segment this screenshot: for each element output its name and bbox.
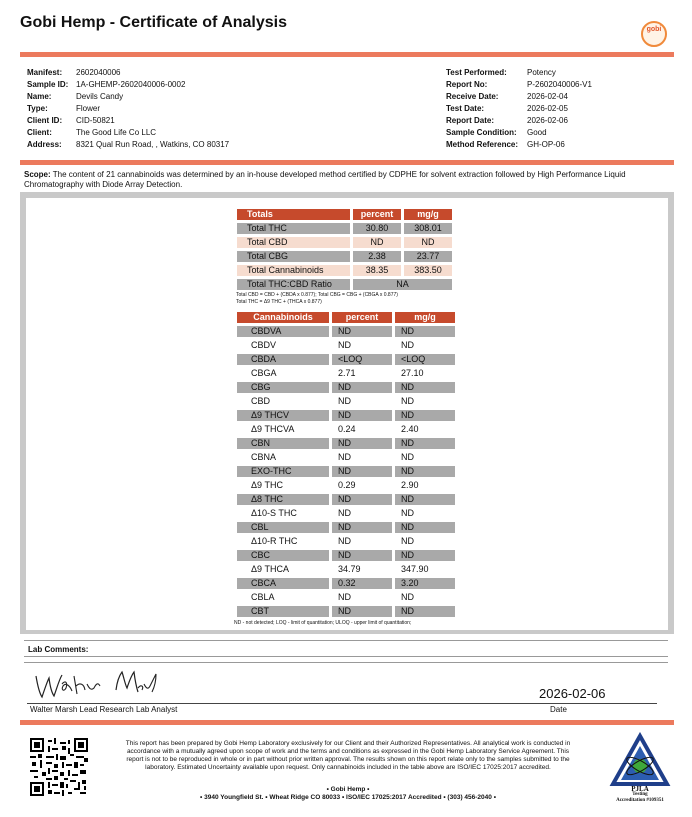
info-value: CID-50821 bbox=[76, 116, 115, 125]
info-value: Flower bbox=[76, 104, 101, 113]
column-header: Cannabinoids bbox=[237, 312, 329, 323]
info-row bbox=[446, 115, 592, 127]
cell-percent: ND bbox=[332, 382, 392, 393]
totals-formula-note: Total THC = Δ9 THC + (THCA x 0.877) bbox=[236, 299, 322, 305]
cell-name: EXO-THC bbox=[237, 466, 329, 477]
info-value: 2026-02-05 bbox=[527, 104, 568, 113]
info-row bbox=[446, 103, 592, 115]
cell-name: Δ10-S THC bbox=[237, 508, 329, 519]
cell-name: CBNA bbox=[237, 452, 329, 463]
cell-mg: ND bbox=[395, 536, 455, 547]
cell-percent: ND bbox=[332, 340, 392, 351]
info-value: Devils Candy bbox=[76, 92, 124, 101]
info-label: Report No: bbox=[446, 80, 488, 89]
table-footnote: ND - not detected; LOQ - limit of quantitation; ULOQ - upper limit of quantitation; bbox=[234, 620, 412, 626]
cell-mg: 383.50 bbox=[404, 265, 452, 276]
cell-name: CBG bbox=[237, 382, 329, 393]
lab-comments: Lab Comments: bbox=[24, 640, 668, 657]
accent-divider-middle bbox=[20, 160, 674, 165]
info-value: GH-OP-06 bbox=[527, 140, 565, 149]
cell-name: CBN bbox=[237, 438, 329, 449]
table-row bbox=[237, 368, 455, 379]
cell-mg: 308.01 bbox=[404, 223, 452, 234]
column-header: percent bbox=[353, 209, 401, 220]
sample-info bbox=[27, 67, 229, 151]
cell-percent: ND bbox=[332, 326, 392, 337]
cell-mg: ND bbox=[395, 438, 455, 449]
scope-label: Scope: bbox=[24, 170, 51, 179]
cell-name: Total CBG bbox=[237, 251, 350, 262]
cell-name: Δ9 THCV bbox=[237, 410, 329, 421]
info-value: 8321 Qual Run Road, , Watkins, CO 80317 bbox=[76, 140, 230, 149]
cell-name: CBL bbox=[237, 522, 329, 533]
cell-percent: 2.71 bbox=[332, 368, 392, 379]
cell-percent: ND bbox=[332, 466, 392, 477]
cell-percent: ND bbox=[332, 438, 392, 449]
table-row bbox=[237, 396, 455, 407]
info-row bbox=[446, 91, 592, 103]
table-row bbox=[237, 522, 455, 533]
cell-name: Δ9 THCA bbox=[237, 564, 329, 575]
pjla-name: PJLA bbox=[631, 785, 649, 793]
info-row bbox=[27, 127, 229, 139]
info-label: Test Performed: bbox=[446, 68, 507, 77]
cell-name: Δ9 THC bbox=[237, 480, 329, 491]
scope-statement bbox=[24, 170, 664, 190]
cell-percent: ND bbox=[332, 508, 392, 519]
cell-name: CBLA bbox=[237, 592, 329, 603]
cell-mg: ND bbox=[395, 494, 455, 505]
cell-percent: 2.38 bbox=[353, 251, 401, 262]
ratio-value: NA bbox=[353, 279, 452, 290]
column-header: percent bbox=[332, 312, 392, 323]
table-row bbox=[237, 592, 455, 603]
info-label: Report Date: bbox=[446, 116, 495, 125]
info-row bbox=[446, 67, 592, 79]
totals-formula-note: Total CBD = CBD + (CBDA x 0.877); Total CBG = CBG + (CBGA x 0.877) bbox=[236, 292, 398, 298]
cell-name: Total Cannabinoids bbox=[237, 265, 350, 276]
cell-name: CBDA bbox=[237, 354, 329, 365]
table-row bbox=[237, 508, 455, 519]
cell-mg: ND bbox=[395, 326, 455, 337]
info-label: Client ID: bbox=[27, 116, 63, 125]
table-header-row bbox=[237, 209, 452, 220]
cell-percent: ND bbox=[332, 494, 392, 505]
cell-mg: ND bbox=[395, 508, 455, 519]
info-value: P-2602040006-V1 bbox=[527, 80, 592, 89]
table-row bbox=[237, 536, 455, 547]
cell-mg: 23.77 bbox=[404, 251, 452, 262]
cell-mg: ND bbox=[395, 606, 455, 617]
cell-name: CBCA bbox=[237, 578, 329, 589]
column-header: Totals bbox=[237, 209, 350, 220]
info-label: Manifest: bbox=[27, 68, 63, 77]
info-label: Client: bbox=[27, 128, 52, 137]
test-info bbox=[446, 67, 592, 151]
table-row bbox=[237, 606, 455, 617]
info-row bbox=[27, 139, 229, 151]
ratio-row bbox=[237, 279, 452, 290]
cell-name: Total THC bbox=[237, 223, 350, 234]
info-row bbox=[446, 127, 592, 139]
table-row bbox=[237, 466, 455, 477]
table-row bbox=[237, 251, 452, 262]
cell-name: CBC bbox=[237, 550, 329, 561]
info-row bbox=[27, 91, 229, 103]
info-value: 2602040006 bbox=[76, 68, 121, 77]
table-row bbox=[237, 237, 452, 248]
pjla-line: Accreditation #109351 bbox=[616, 798, 664, 803]
cell-percent: 34.79 bbox=[332, 564, 392, 575]
cell-mg: ND bbox=[395, 396, 455, 407]
cell-name: CBDV bbox=[237, 340, 329, 351]
table-row bbox=[237, 578, 455, 589]
signature-date: 2026-02-06 bbox=[539, 686, 606, 701]
info-value: Good bbox=[527, 128, 547, 137]
column-header: mg/g bbox=[404, 209, 452, 220]
cell-mg: 3.20 bbox=[395, 578, 455, 589]
table-row bbox=[237, 326, 455, 337]
info-value: 1A-GHEMP-2602040006-0002 bbox=[76, 80, 186, 89]
cell-percent: ND bbox=[332, 410, 392, 421]
table-row bbox=[237, 410, 455, 421]
cell-name: Δ8 THC bbox=[237, 494, 329, 505]
cell-mg: ND bbox=[395, 452, 455, 463]
info-label: Test Date: bbox=[446, 104, 485, 113]
cell-percent: ND bbox=[332, 522, 392, 533]
logo-text: gobi bbox=[646, 26, 662, 33]
info-row bbox=[446, 79, 592, 91]
accent-divider-top bbox=[20, 52, 674, 57]
cell-name: CBGA bbox=[237, 368, 329, 379]
info-row bbox=[27, 79, 229, 91]
cell-percent: 30.80 bbox=[353, 223, 401, 234]
cell-name: Total CBD bbox=[237, 237, 350, 248]
signatory-name: Walter Marsh Lead Research Lab Analyst bbox=[30, 705, 178, 714]
table-header-row bbox=[237, 312, 455, 323]
table-row bbox=[237, 438, 455, 449]
table-row bbox=[237, 382, 455, 393]
cell-mg: ND bbox=[395, 466, 455, 477]
info-value: Potency bbox=[527, 68, 556, 77]
ratio-label: Total THC:CBD Ratio bbox=[237, 279, 350, 290]
cell-mg: <LOQ bbox=[395, 354, 455, 365]
cell-percent: ND bbox=[353, 237, 401, 248]
scope-text: The content of 21 cannabinoids was determined by an in-house developed method certified by CDPHE for solvent extraction followed by High Performance Liquid Chromatography with Diode Array Detection. bbox=[24, 170, 626, 189]
info-label: Name: bbox=[27, 92, 52, 101]
info-value: 2026-02-04 bbox=[527, 92, 568, 101]
cell-name: CBDVA bbox=[237, 326, 329, 337]
disclaimer-text: This report has been prepared by Gobi Hemp Laboratory exclusively for our Client and their Authorized Representatives. All analytical work is conducted in accordance with a mutually agreed upon scope of work and the terms and conditions as expressed in the Gobi Hemp Laboratory Service Agreement. This report is not to be reproduced in whole or in part without prior written approval. The results shown on this report relate only to the samples submitted to the laboratory. Estimated Uncertainty available upon request. Only cannabinoids included in the table above are ISO/IEC 17025:2017 accredited. bbox=[125, 740, 571, 771]
info-label: Sample Condition: bbox=[446, 128, 517, 137]
cell-mg: 27.10 bbox=[395, 368, 455, 379]
table-row bbox=[237, 550, 455, 561]
table-row bbox=[237, 494, 455, 505]
cell-mg: ND bbox=[395, 340, 455, 351]
info-row bbox=[27, 115, 229, 127]
cell-name: Δ10-R THC bbox=[237, 536, 329, 547]
footer-company: • Gobi Hemp • bbox=[326, 786, 370, 793]
cell-percent: 0.24 bbox=[332, 424, 392, 435]
table-row bbox=[237, 223, 452, 234]
pjla-line: Testing bbox=[632, 792, 648, 797]
info-value: 2026-02-06 bbox=[527, 116, 568, 125]
cell-percent: ND bbox=[332, 452, 392, 463]
signature-image bbox=[32, 664, 162, 702]
table-row bbox=[237, 265, 452, 276]
table-row bbox=[237, 452, 455, 463]
totals-table bbox=[234, 206, 455, 293]
cell-percent: 38.35 bbox=[353, 265, 401, 276]
cell-mg: 2.40 bbox=[395, 424, 455, 435]
cell-percent: ND bbox=[332, 396, 392, 407]
date-label: Date bbox=[550, 705, 567, 714]
cell-mg: ND bbox=[395, 382, 455, 393]
info-label: Type: bbox=[27, 104, 48, 113]
table-row bbox=[237, 480, 455, 491]
cell-percent: ND bbox=[332, 550, 392, 561]
cell-percent: 0.32 bbox=[332, 578, 392, 589]
signature-line bbox=[27, 703, 657, 704]
pjla-accreditation-logo bbox=[605, 732, 675, 792]
info-row bbox=[27, 103, 229, 115]
cell-mg: ND bbox=[404, 237, 452, 248]
cell-mg: 2.90 bbox=[395, 480, 455, 491]
cell-mg: 347.90 bbox=[395, 564, 455, 575]
table-row bbox=[237, 424, 455, 435]
cell-mg: ND bbox=[395, 410, 455, 421]
info-label: Receive Date: bbox=[446, 92, 499, 101]
cell-mg: ND bbox=[395, 550, 455, 561]
table-row bbox=[237, 564, 455, 575]
footer-address: • 3940 Youngfield St. • Wheat Ridge CO 80033 • ISO/IEC 17025:2017 Accredited • (303) 456-2040 • bbox=[200, 794, 496, 801]
gobi-logo bbox=[641, 21, 667, 47]
info-label: Method Reference: bbox=[446, 140, 519, 149]
column-header: mg/g bbox=[395, 312, 455, 323]
info-label: Sample ID: bbox=[27, 80, 69, 89]
cell-mg: ND bbox=[395, 522, 455, 533]
table-row bbox=[237, 340, 455, 351]
table-row bbox=[237, 354, 455, 365]
cell-percent: <LOQ bbox=[332, 354, 392, 365]
cell-name: CBD bbox=[237, 396, 329, 407]
page-title: Gobi Hemp - Certificate of Analysis bbox=[20, 14, 288, 31]
cell-name: CBT bbox=[237, 606, 329, 617]
cell-mg: ND bbox=[395, 592, 455, 603]
cell-percent: ND bbox=[332, 606, 392, 617]
cell-percent: ND bbox=[332, 536, 392, 547]
info-row bbox=[27, 67, 229, 79]
qr-code-icon bbox=[30, 738, 88, 796]
cell-percent: 0.29 bbox=[332, 480, 392, 491]
cell-percent: ND bbox=[332, 592, 392, 603]
accent-divider-bottom bbox=[20, 720, 674, 725]
cell-name: Δ9 THCVA bbox=[237, 424, 329, 435]
pjla-caption bbox=[598, 786, 682, 804]
info-value: The Good Life Co LLC bbox=[76, 128, 157, 137]
cannabinoids-table bbox=[234, 309, 458, 620]
info-label: Address: bbox=[27, 140, 62, 149]
info-row bbox=[446, 139, 592, 151]
